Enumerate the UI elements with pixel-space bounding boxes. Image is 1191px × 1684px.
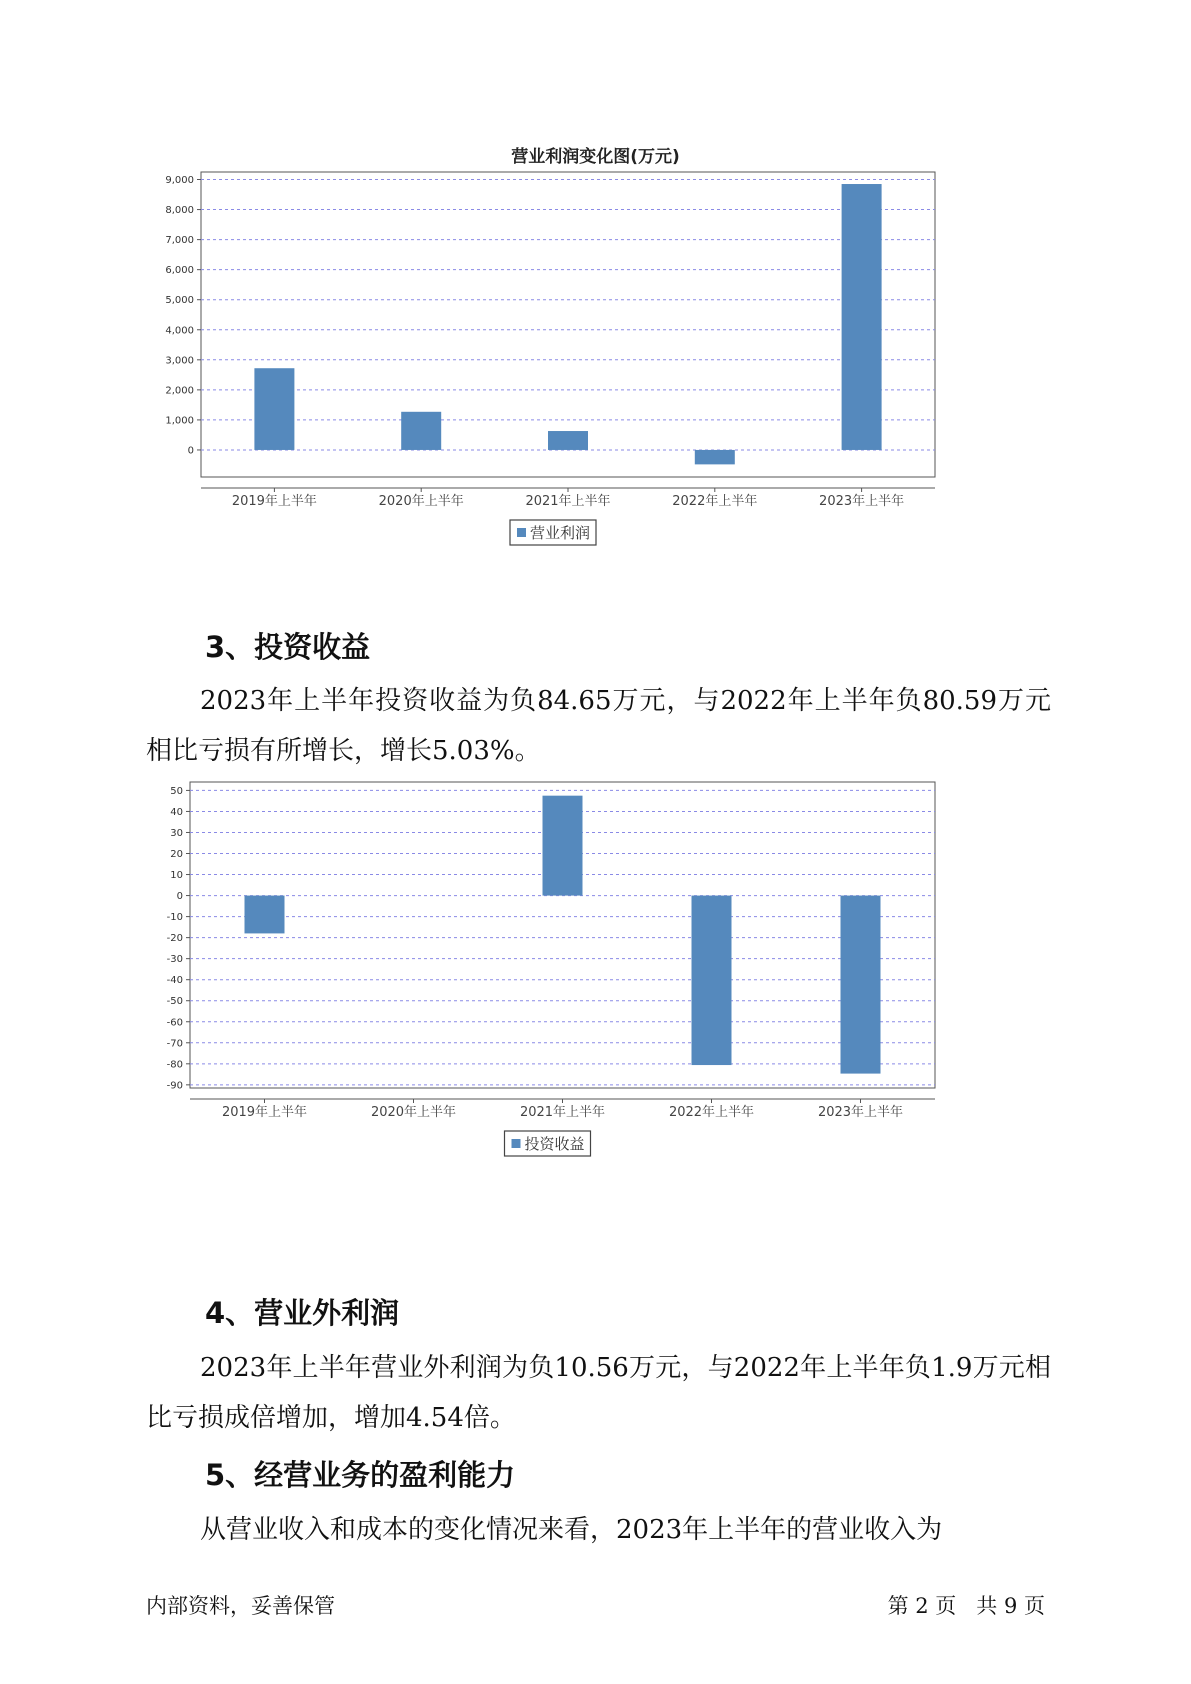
y-tick-label: -20 — [166, 933, 183, 945]
legend-label: 投资收益 — [524, 1135, 585, 1153]
x-tick-label: 2023年上半年 — [817, 1105, 904, 1120]
x-tick-label: 2020年上半年 — [370, 1105, 457, 1120]
legend — [510, 520, 596, 545]
x-tick-label: 2022年上半年 — [672, 494, 758, 509]
y-tick-label: 9,000 — [165, 175, 194, 187]
x-tick-label: 2022年上半年 — [668, 1105, 755, 1120]
y-tick-label: 1,000 — [165, 415, 194, 427]
footer-page-number — [888, 1590, 1045, 1620]
y-tick-label: 7,000 — [165, 235, 194, 247]
x-tick-label: 2020年上半年 — [378, 494, 464, 509]
y-tick-label: 6,000 — [165, 265, 194, 277]
bar-2019年上半年 — [254, 368, 294, 450]
x-tick-label: 2019年上半年 — [231, 494, 317, 509]
y-tick-label: 40 — [170, 806, 183, 818]
footer-page-current: 第 2 页 — [887, 1594, 957, 1618]
x-tick-label: 2023年上半年 — [819, 494, 905, 509]
bar-2023年上半年 — [841, 896, 881, 1074]
y-tick-label: 0 — [187, 445, 194, 457]
paragraph-non-operating: 2023年上半年营业外利润为负10.56万元，与2022年上半年负1.9万元相比亏损成倍增加，增加4.54倍。 — [146, 1353, 1051, 1433]
y-tick-label: -60 — [166, 1017, 183, 1029]
operating-profit-chart — [0, 170, 1191, 590]
paragraph-investment: 2023年上半年投资收益为负84.65万元，与2022年上半年负80.59万元相比亏损有所增长，增长5.03%。 — [146, 686, 1051, 766]
legend-swatch — [517, 528, 526, 537]
x-tick-label: 2021年上半年 — [519, 1105, 606, 1120]
y-tick-label: -30 — [166, 954, 183, 966]
footer-page-total: 共 9 页 — [976, 1594, 1045, 1618]
x-tick-label: 2019年上半年 — [221, 1105, 308, 1120]
bar-2022年上半年 — [695, 450, 735, 464]
bar-2022年上半年 — [692, 896, 732, 1065]
bar-2021年上半年 — [548, 431, 588, 450]
footer-confidential-note: 内部资料，妥善保管 — [146, 1594, 335, 1618]
y-tick-label: -40 — [166, 975, 183, 987]
legend-swatch — [512, 1139, 521, 1148]
bar-2019年上半年 — [245, 896, 285, 934]
y-tick-label: 5,000 — [165, 295, 194, 307]
legend-label: 营业利润 — [530, 524, 591, 542]
y-tick-label: 3,000 — [165, 355, 194, 367]
paragraph-profitability: 从营业收入和成本的变化情况来看，2023年上半年的营业收入为 — [200, 1515, 943, 1545]
bar-2020年上半年 — [401, 412, 441, 450]
y-tick-label: -50 — [166, 996, 183, 1008]
y-tick-label: 30 — [170, 827, 183, 839]
y-tick-label: 0 — [176, 891, 183, 903]
bar-2021年上半年 — [543, 796, 583, 896]
y-tick-label: -90 — [166, 1080, 183, 1092]
investment-income-chart — [0, 785, 1191, 1250]
y-tick-label: 4,000 — [165, 325, 194, 337]
y-tick-label: 2,000 — [165, 385, 194, 397]
section-heading-non-operating: 4、营业外利润 — [205, 1296, 400, 1330]
legend — [505, 1131, 591, 1156]
x-tick-label: 2021年上半年 — [525, 494, 611, 509]
y-tick-label: 10 — [170, 870, 183, 882]
y-tick-label: 50 — [170, 785, 183, 797]
y-tick-label: -80 — [166, 1059, 183, 1071]
y-tick-label: -10 — [166, 912, 183, 924]
bar-2023年上半年 — [842, 184, 882, 450]
y-tick-label: 8,000 — [165, 205, 194, 217]
operating-profit-chart-title: 营业利润变化图(万元) — [511, 147, 680, 167]
section-heading-investment: 3、投资收益 — [205, 630, 371, 664]
y-tick-label: 20 — [170, 849, 183, 861]
y-tick-label: -70 — [166, 1038, 183, 1050]
section-heading-profitability: 5、经营业务的盈利能力 — [205, 1458, 516, 1492]
